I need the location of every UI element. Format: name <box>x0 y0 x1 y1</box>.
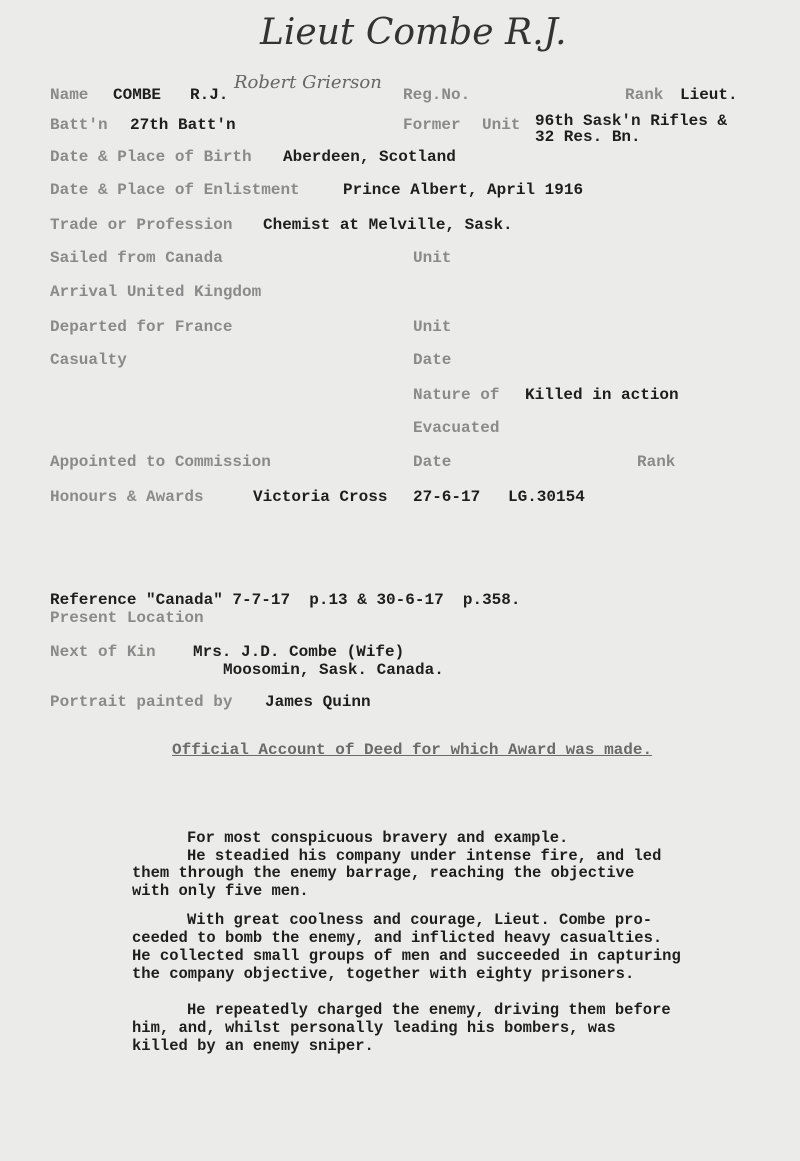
former-unit-value-2: 32 Res. Bn. <box>535 128 641 146</box>
enlist-value: Prince Albert, April 1916 <box>343 181 584 199</box>
name-value: COMBE <box>113 86 162 104</box>
departed-label: Departed for France <box>50 318 233 336</box>
departed-unit-label: Unit <box>413 318 452 336</box>
commission-rank-label: Rank <box>637 453 676 471</box>
citation-line: With great coolness and courage, Lieut. Combe pro- <box>187 911 653 929</box>
citation-heading: Official Account of Deed for which Award was made. <box>172 741 653 759</box>
commission-label: Appointed to Commission <box>50 453 271 471</box>
honours-date: 27-6-17 <box>413 488 481 506</box>
portrait-label: Portrait painted by <box>50 693 233 711</box>
enlist-label: Date & Place of Enlistment <box>50 181 300 199</box>
citation-line: with only five men. <box>132 882 309 900</box>
handwritten-name: Robert Grierson <box>234 72 382 93</box>
sailed-label: Sailed from Canada <box>50 249 223 267</box>
batt-value: 27th Batt'n <box>130 116 236 134</box>
former-unit-value-1: 96th Sask'n Rifles & <box>535 112 728 130</box>
rank-value: Lieut. <box>680 86 738 104</box>
trade-value: Chemist at Melville, Sask. <box>263 216 513 234</box>
nature-value: Killed in action <box>525 386 679 404</box>
honours-value: Victoria Cross <box>253 488 388 506</box>
citation-line: He collected small groups of men and succeeded in capturing <box>132 947 681 965</box>
birth-label: Date & Place of Birth <box>50 148 252 166</box>
citation-line: He repeatedly charged the enemy, driving them before <box>187 1001 671 1019</box>
sailed-unit-label: Unit <box>413 249 452 267</box>
honours-gazette: LG.30154 <box>508 488 585 506</box>
citation-line: He steadied his company under intense fire, and led <box>187 847 662 865</box>
arrival-label: Arrival United Kingdom <box>50 283 262 301</box>
former-label: Former <box>403 116 461 134</box>
citation-line: killed by an enemy sniper. <box>132 1037 374 1055</box>
citation-line: ceeded to bomb the enemy, and inflicted heavy casualties. <box>132 929 663 947</box>
regno-label: Reg.No. <box>403 86 471 104</box>
citation-line: the company objective, together with eighty prisoners. <box>132 965 635 983</box>
initials-value: R.J. <box>190 86 229 104</box>
handwritten-title: Lieut Combe R.J. <box>260 12 567 53</box>
trade-label: Trade or Profession <box>50 216 233 234</box>
citation-line: For most conspicuous bravery and example. <box>187 829 569 847</box>
evacuated-label: Evacuated <box>413 419 500 437</box>
rank-label: Rank <box>625 86 664 104</box>
casualty-label: Casualty <box>50 351 127 369</box>
location-label: Present Location <box>50 609 204 627</box>
honours-label: Honours & Awards <box>50 488 204 506</box>
kin-label: Next of Kin <box>50 643 156 661</box>
unit-label: Unit <box>482 116 521 134</box>
kin-line-2: Moosomin, Sask. Canada. <box>223 661 444 679</box>
casualty-date-label: Date <box>413 351 452 369</box>
citation-line: him, and, whilst personally leading his bombers, was <box>132 1019 616 1037</box>
reference-text: Reference "Canada" 7-7-17 p.13 & 30-6-17 p.358. <box>50 591 521 609</box>
portrait-value: James Quinn <box>265 693 371 711</box>
name-label: Name <box>50 86 89 104</box>
commission-date-label: Date <box>413 453 452 471</box>
citation-line: them through the enemy barrage, reaching the objective <box>132 864 635 882</box>
kin-line-1: Mrs. J.D. Combe (Wife) <box>193 643 405 661</box>
nature-label: Nature of <box>413 386 500 404</box>
batt-label: Batt'n <box>50 116 108 134</box>
birth-value: Aberdeen, Scotland <box>283 148 456 166</box>
